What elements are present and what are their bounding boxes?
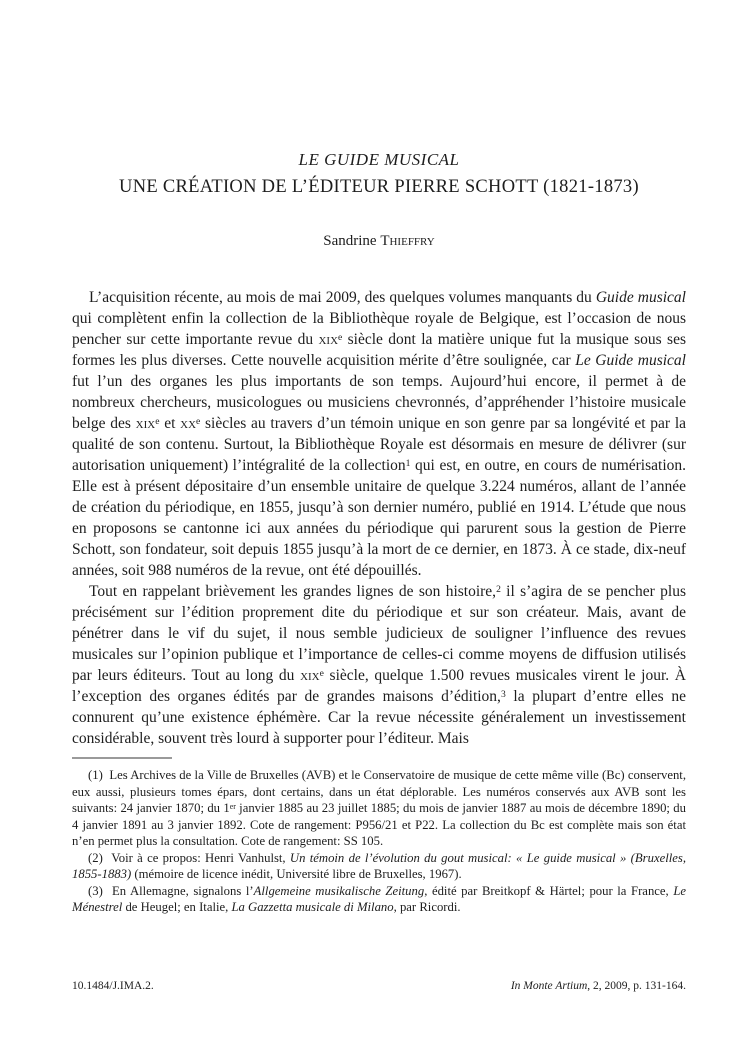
article-title-line1: LE GUIDE MUSICAL bbox=[298, 150, 460, 169]
footnote: (1) Les Archives de la Ville de Bruxelles (AVB) et le Conservatoire de musique de cette même ville (Bc) conservent, eux aussi, plusieurs tomes épars, dont certains, dans un état déplorable. Les numéros conservés aux AVB sont les suivants: 24 janvier 1870; du 1er janvier 1885 au 23 juillet 1885; du mois de janvier 1887 au mois de décembre 1890; du 4 janvier 1891 au 3 janvier 1892. Cote de rangement: P956/21 et P22. La collection du Bc est complète mais son état n’en permet plus la consultation. Cote de rangement: SS 105. bbox=[72, 768, 686, 848]
body-paragraphs bbox=[72, 287, 686, 749]
paragraph: Tout en rappelant brièvement les grandes lignes de son histoire,$^2$ il s’agira de se pencher plus précisément sur l’édition proprement dite du périodique et sur son créateur. Mais, avant de pénétrer dans le vif du sujet, il nous semble judicieux de souligner l’influence des revues musicales sur l’opinion publique et l’importance de celles-ci comme moyens de diffusion utilisés par leurs éditeurs. Tout au long du xix$^e$ siècle, quelque 1.500 revues musicales virent le jour. À l’exception des organes édités par de grandes maisons d’édition,$^3$ la plupart d’entre elles ne connurent qu’une existence éphémère. Car la revue nécessite généralement un investissement considérable, souvent très lourd à supporter pour l’éditeur. Mais bbox=[72, 583, 686, 747]
doi-reference: 10.1484/J.IMA.2. bbox=[72, 980, 154, 992]
footnotes bbox=[72, 767, 686, 916]
paragraph: L’acquisition récente, au mois de mai 2009, des quelques volumes manquants du Guide musical qui complètent enfin la collection de la Bibliothèque royale de Belgique, est l’occasion de nous pencher sur cette importante revue du xix$^e$ siècle dont la matière unique fut la musique sous ses formes les plus diverses. Cette nouvelle acquisition mérite d’être soulignée, car Le Guide musical fut l’un des organes les plus importants de son temps. Aujourd’hui encore, il permet à de nombreux chercheurs, musicologues ou musiciens chevronnés, d’appréhender l’histoire musicale belge des xix$^e$ et $xx^e$ siècles au travers d’un témoin unique en son genre par sa longévité et par la qualité de son contenu. Surtout, la Bibliothèque Royale est désormais en mesure de délivrer (sur autorisation uniquement) l’intégralité de la collection$^1$ qui est, en outre, en cours de numérisation. Elle est à présent dépositaire d’un ensemble unitaire de quelque 3.224 numéros, allant de l’année de création du périodique, en 1855, jusqu’à son dernier numéro, publié en 1914. L’étude que nous en proposons se cantonne ici aux années du périodique qui parurent sous la gestion de Pierre Schott, son fondateur, soit depuis 1855 jusqu’à la mort de ce dernier, en 1873. À ce stade, dix-neuf années, soit 988 numéros de la revue, ont été dépouillés. bbox=[72, 289, 687, 579]
footnote-separator bbox=[72, 757, 172, 759]
article-content bbox=[72, 148, 686, 916]
article-title-line2: UNE CRÉATION DE L’ÉDITEUR PIERRE SCHOTT (1821-1873) bbox=[119, 177, 639, 197]
footnote: (3) En Allemagne, signalons l’Allgemeine musikalische Zeitung, édité par Breitkopf & Härtel; pour la France, Le Ménestrel de Heugel; en Italie, La Gazzetta musicale di Milano, par Ricordi. bbox=[72, 883, 686, 914]
footnote: (2) Voir à ce propos: Henri Vanhulst, Un témoin de l’évolution du gout musical: « Le guide musical » (Bruxelles, 1855-1883) (mémoire de licence inédit, Université libre de Bruxelles, 1967). bbox=[72, 850, 686, 881]
author-name: Sandrine Thieffry bbox=[323, 233, 435, 249]
journal-citation: In Monte Artium, 2, 2009, p. 131-164. bbox=[510, 980, 686, 992]
page-footer bbox=[72, 980, 686, 992]
